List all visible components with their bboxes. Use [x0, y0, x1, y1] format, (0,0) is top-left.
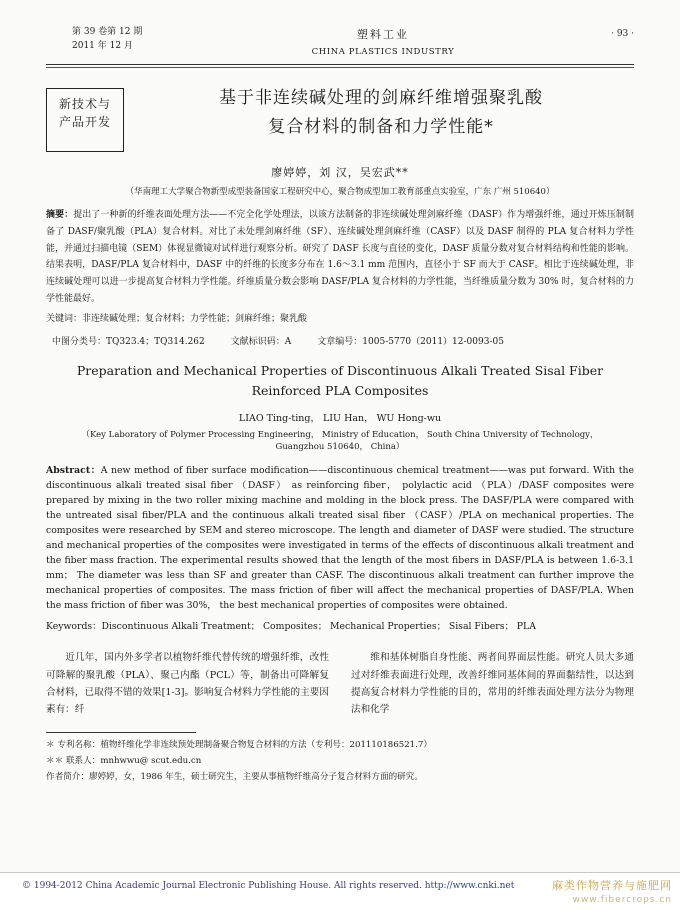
- clc-label: 中图分类号：: [52, 336, 107, 347]
- footnote-rule: [46, 732, 196, 733]
- masthead-journal: [222, 26, 544, 59]
- abstract-cn-text: 提出了一种新的纤维表面处理方法——不完全化学处理法，以该方法制备的非连续碱处理剑麻纤维（DASF）作为增强纤维，通过开炼压制制备了 DASF/聚乳酸（PLA）复合材料。对比了未处理剑麻纤维（SF）、连续碱处理剑麻纤维（CASF）以及 DASF 制得的 PLA 复合材料力学性能，并通过扫描电镜（SEM）体视显微镜对试样进行观察分析。研究了 DASF 长度与直径的变化，DASF 质量分数对复合材料结构和性能的影响。结果表明，DASF/PLA 复合材料中，DASF 中的纤维的长度多分布在 1.6～3.1 mm 范围内，直径小于 SF 而大于 CASF。相比于连续碱处理，非连续碱处理可以进一步提高复合材料力学性能。纤维质量分数会影响 DASF/PLA 复合材料的力学性能，当纤维质量分数为 30% 时，复合材料的力学性能最好。: [46, 210, 634, 304]
- abstract-en-label: Abstract：: [46, 465, 101, 476]
- footer-copyright: [22, 881, 514, 891]
- keywords-en-label: Keywords：: [46, 621, 102, 633]
- classification-row: [46, 334, 634, 347]
- title-en-line-1: Preparation and Mechanical Properties of Discontinuous Alkali Treated Sisal Fiber: [76, 362, 604, 378]
- affiliation-en: [46, 429, 634, 455]
- authors-en: LIAO Ting-ting， LIU Han， WU Hong-wu: [238, 412, 442, 424]
- masthead: [46, 26, 634, 59]
- footnote-bio: 作者简介：廖婷婷，女，1986 年生，硕士研究生，主要从事植物纤维高分子复合材料方面的研究。: [46, 772, 423, 783]
- keywords-cn: [46, 311, 634, 327]
- affiliation-cn: （华南理工大学聚合物新型成型装备国家工程研究中心，聚合物成型加工教育部重点实验室，广东 广州 510640）: [125, 186, 555, 197]
- paper-title-en: [46, 361, 634, 401]
- cnki-url[interactable]: http://www.cnki.net: [424, 881, 515, 891]
- page-number: · 93 ·: [611, 29, 634, 39]
- clc-value: TQ323.4；TQ314.262: [106, 336, 205, 347]
- section-badge: [46, 88, 124, 152]
- footnote-contact: [46, 754, 634, 770]
- paper-title-cn: [124, 84, 634, 142]
- body-columns: [46, 649, 634, 718]
- volume-line-2: 2011 年 12 月: [72, 40, 133, 51]
- keywords-en-text: Discontinuous Alkali Treatment； Composites； Mechanical Properties； Sisal Fibers； PLA: [101, 621, 536, 633]
- authors-cn: 廖婷婷，刘 汉，吴宏武**: [271, 165, 409, 179]
- masthead-volume: [46, 26, 222, 54]
- article-id-label: 文章编号：: [317, 336, 363, 347]
- footnote-patent-text: 专利名称：植物纤维化学非连续预处理制备聚合物复合材料的方法（专利号：201110186521.7）: [57, 740, 432, 751]
- journal-title-cn: 塑料工业: [357, 28, 409, 41]
- body-paragraph-left: 近几年，国内外多学者以植物纤维代替传统的增强纤维，改性可降解的聚乳酸（PLA）、聚己内酯（PCL）等，制备出可降解复合材料，已取得不错的效果[1-3]。影响复合材料力学性能的主要因素有：纤: [46, 652, 329, 716]
- masthead-rule: [46, 64, 634, 65]
- keywords-cn-text: 非连续碱处理；复合材料；力学性能；剑麻纤维；聚乳酸: [82, 314, 308, 325]
- affiliation-en-line-2: Guangzhou 510640， China）: [275, 442, 405, 453]
- footnote-patent: [46, 738, 634, 754]
- title-cn-line-2: 复合材料的制备和力学性能*: [268, 116, 494, 137]
- body-column-right: [351, 649, 634, 718]
- footnote-contact-text: 联系人：mnhwwu@ scut.edu.cn: [65, 756, 202, 767]
- volume-line-1: 第 39 卷第 12 期: [72, 27, 143, 37]
- body-column-left: [46, 649, 329, 718]
- footnotes: [46, 738, 634, 786]
- keywords-cn-label: 关键词：: [46, 314, 83, 325]
- journal-title-en: CHINA PLASTICS INDUSTRY: [311, 47, 455, 58]
- article-id: [317, 334, 504, 347]
- section-badge-line-2: 产品开发: [58, 114, 111, 129]
- affiliation-en-line-1: （Key Laboratory of Polymer Processing Engineering， Ministry of Education， South China University of Technology，: [81, 429, 599, 440]
- title-cn-line-1: 基于非连续碱处理的剑麻纤维增强聚乳酸: [219, 87, 543, 108]
- body-paragraph-right: 维和基体树脂自身性能、两者间界面层性能。研究人员大多通过对纤维表面进行处理，改善纤维同基体间的界面黏结性，以达到提高复合材料力学性能的目的，常用的纤维表面处理方法分为物理法和化学: [351, 652, 634, 716]
- abstract-en-text: A new method of fiber surface modification——discontinuous chemical treatment——was put forward. With the discontinuous alkali treated sisal fiber （DASF） as reinforcing fiber， polylactic acid （PLA）/DASF composites were prepared by mixing in the two roller mixing machine and molding in the block press. The DASF/PLA were compared with the untreated sisal fiber/PLA and the continuous alkali treated sisal fiber （CASF）/PLA on mechanical properties. The composites were researched by SEM and stereo microscope. The length and diameter of DASF were studied. The structure and mechanical properties of the composites were investigated in terms of the effects of discontinuous alkali treatment and the fiber mass fraction. The experimental results showed that the length of the most fibers in DASF/PLA is between 1.6-3.1 mm； The diameter was less than SF and greater than CASF. The discontinuous alkali treatment can further improve the mechanical properties of composites. The mass friction of fiber will affect the mechanical properties of DASF/PLA. When the mass friction of fiber was 30%， the best mechanical properties of composites were obtained.: [46, 465, 634, 612]
- clc-number: [52, 334, 205, 347]
- watermark-site-url: www.fibercrops.cn: [572, 895, 672, 905]
- document-code-value: A: [284, 336, 292, 347]
- abstract-en: [46, 463, 634, 613]
- document-code: [231, 334, 292, 347]
- document-code-label: 文献标识码：: [230, 336, 285, 347]
- footer-bar: [0, 872, 680, 919]
- keywords-en: [46, 620, 634, 635]
- title-en-line-2: Reinforced PLA Composites: [251, 382, 429, 398]
- watermark-site-name: 麻类作物营养与施肥网: [552, 879, 672, 892]
- section-badge-line-1: 新技术与: [58, 96, 111, 111]
- article-id-value: 1005-5770（2011）12-0093-05: [362, 336, 504, 347]
- title-block: [46, 84, 634, 152]
- abstract-cn-label: 摘要：: [46, 210, 74, 221]
- footnote-marker-1: ＊: [46, 740, 55, 751]
- masthead-rule-thin: [46, 67, 634, 68]
- abstract-cn: [46, 207, 634, 307]
- copyright-text: © 1994-2012 China Academic Journal Electronic Publishing House. All rights reserved.: [22, 881, 422, 891]
- footnote-marker-2: ＊＊: [46, 756, 64, 767]
